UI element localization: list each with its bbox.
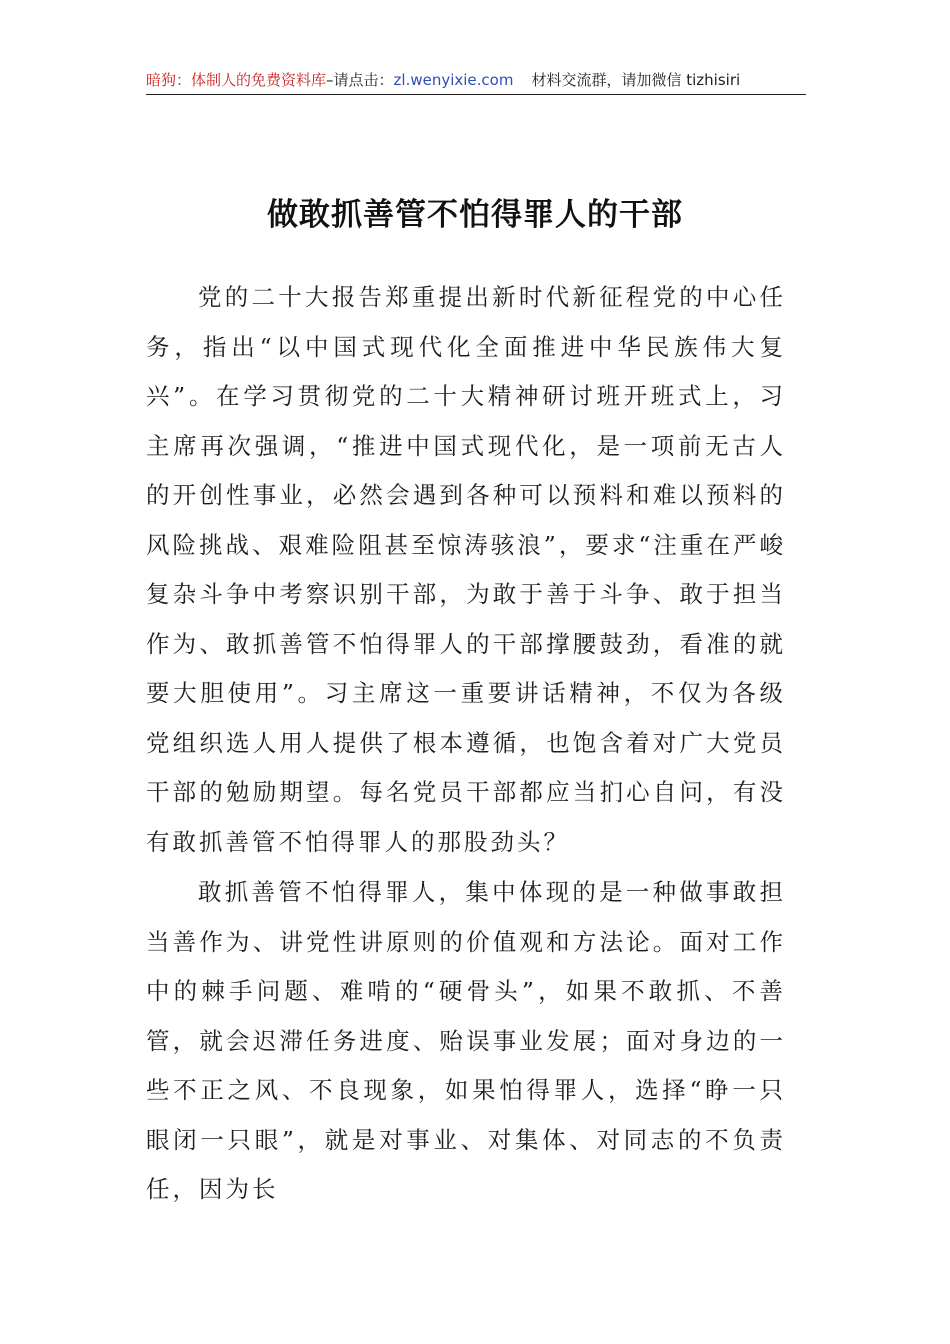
document-title: 做敢抓善管不怕得罪人的干部 [267,196,683,233]
body-paragraph: 党的二十大报告郑重提出新时代新征程党的中心任务，指出“以中国式现代化全面推进中华民族伟大复兴”。在学习贯彻党的二十大精神研讨班开班式上，习主席再次强调，“推进中国式现代化，是一项前无古人的开创性事业，必然会遇到各种可以预料和难以预料的风险挑战、艰难险阻甚至惊涛骇浪”，要求“注重在严峻复杂斗争中考察识别干部，为敢于善于斗争、敢于担当作为、敢抓善管不怕得罪人的干部撑腰鼓劲，看准的就要大胆使用”。习主席这一重要讲话精神，不仅为各级党组织选人用人提供了根本遵循，也饱含着对广大党员干部的勉励期望。每名党员干部都应当扪心自问，有没有敢抓善管不怕得罪人的那股劲头？ [146,283,786,856]
header-url-link[interactable]: zl.wenyixie.com [393,71,514,89]
header-contact: 材料交流群，请加微信 tizhisiri [531,71,741,89]
header-call-to-action: –请点击： [326,71,394,89]
header-brand: 暗狗：体制人的免费资料库 [146,71,327,89]
page-header [146,66,806,95]
body-paragraph: 敢抓善管不怕得罪人，集中体现的是一种做事敢担当善作为、讲党性讲原则的价值观和方法论。面对工作中的棘手问题、难啃的“硬骨头”，如果不敢抓、不善管，就会迟滞任务进度、贻误事业发展；面对身边的一些不正之风、不良现象，如果怕得罪人，选择“睁一只眼闭一只眼”，就是对事业、对集体、对同志的不负责任，因为长 [146,878,786,1203]
